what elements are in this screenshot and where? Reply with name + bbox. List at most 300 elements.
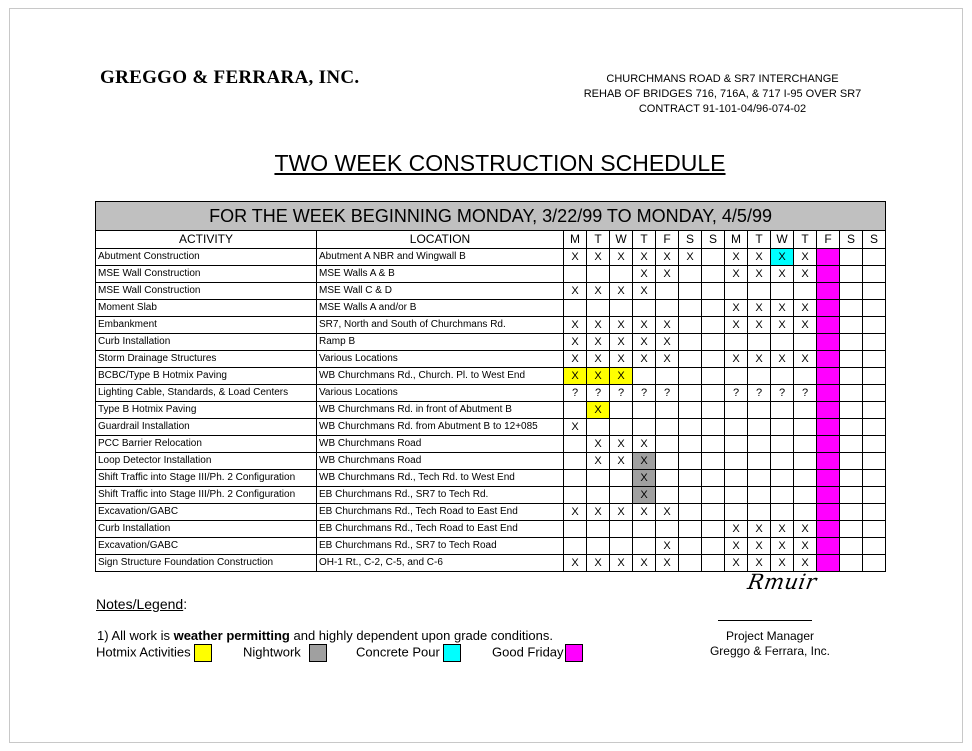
day-cell (679, 538, 702, 555)
day-cell (587, 266, 610, 283)
day-header: W (771, 231, 794, 249)
day-cell (702, 385, 725, 402)
day-cell: X (633, 266, 656, 283)
day-cell (564, 402, 587, 419)
legend-pour (356, 644, 461, 662)
location-cell: WB Churchmans Road (317, 453, 564, 470)
day-cell (794, 487, 817, 504)
day-cell (748, 436, 771, 453)
project-line: CHURCHMANS ROAD & SR7 INTERCHANGE (606, 73, 839, 85)
day-cell: X (656, 555, 679, 572)
day-cell: X (633, 317, 656, 334)
schedule-row (96, 538, 886, 555)
day-cell (679, 368, 702, 385)
location-cell: EB Churchmans Rd., SR7 to Tech Road (317, 538, 564, 555)
day-cell: X (794, 266, 817, 283)
location-cell: EB Churchmans Rd., SR7 to Tech Rd. (317, 487, 564, 504)
day-cell: X (748, 249, 771, 266)
day-cell: X (794, 538, 817, 555)
day-cell: X (771, 317, 794, 334)
day-cell: X (771, 538, 794, 555)
day-cell (679, 283, 702, 300)
activity-cell: Embankment (96, 317, 317, 334)
day-cell (587, 419, 610, 436)
day-cell: X (748, 351, 771, 368)
activity-cell: MSE Wall Construction (96, 266, 317, 283)
day-cell: ? (794, 385, 817, 402)
day-cell (656, 283, 679, 300)
day-cell (610, 266, 633, 283)
day-cell (771, 453, 794, 470)
day-cell (679, 402, 702, 419)
schedule-row (96, 317, 886, 334)
day-cell (725, 453, 748, 470)
day-cell (564, 300, 587, 317)
schedule-row (96, 249, 886, 266)
signature: Rmuir (745, 570, 819, 594)
day-cell (771, 436, 794, 453)
day-cell (817, 470, 840, 487)
location-cell: Various Locations (317, 351, 564, 368)
day-cell (702, 317, 725, 334)
activity-cell: Loop Detector Installation (96, 453, 317, 470)
day-header: T (794, 231, 817, 249)
day-cell: X (564, 351, 587, 368)
day-cell (817, 266, 840, 283)
location-cell: WB Churchmans Road (317, 436, 564, 453)
day-cell (633, 521, 656, 538)
day-cell (748, 368, 771, 385)
day-cell (771, 283, 794, 300)
day-cell (702, 538, 725, 555)
day-cell (863, 317, 886, 334)
location-cell: OH-1 Rt., C-2, C-5, and C-6 (317, 555, 564, 572)
day-cell (840, 470, 863, 487)
day-cell (817, 317, 840, 334)
day-cell (656, 470, 679, 487)
day-cell (702, 249, 725, 266)
day-cell: X (656, 538, 679, 555)
legend-friday (492, 644, 583, 662)
schedule-row (96, 283, 886, 300)
day-cell (679, 334, 702, 351)
day-cell (771, 419, 794, 436)
day-cell (679, 470, 702, 487)
day-cell: X (771, 266, 794, 283)
day-cell (748, 402, 771, 419)
day-cell (748, 470, 771, 487)
day-header: T (748, 231, 771, 249)
activity-cell: Lighting Cable, Standards, & Load Centers (96, 385, 317, 402)
day-cell (863, 266, 886, 283)
schedule-row (96, 385, 886, 402)
day-cell (748, 504, 771, 521)
day-cell (679, 453, 702, 470)
week-banner: FOR THE WEEK BEGINNING MONDAY, 3/22/99 TO MONDAY, 4/5/99 (96, 202, 886, 231)
day-cell: X (564, 555, 587, 572)
day-cell (725, 283, 748, 300)
day-cell (771, 402, 794, 419)
location-cell: WB Churchmans Rd. in front of Abutment B (317, 402, 564, 419)
day-cell (863, 419, 886, 436)
day-cell: ? (564, 385, 587, 402)
day-cell: ? (587, 385, 610, 402)
day-cell: X (725, 521, 748, 538)
day-header: W (610, 231, 633, 249)
signoff-block (690, 629, 850, 659)
activity-cell: Moment Slab (96, 300, 317, 317)
day-cell (725, 436, 748, 453)
day-cell (656, 300, 679, 317)
day-cell: X (587, 334, 610, 351)
day-cell (633, 402, 656, 419)
day-cell: X (771, 300, 794, 317)
day-cell: X (771, 521, 794, 538)
day-cell (610, 521, 633, 538)
day-cell (702, 419, 725, 436)
location-cell: SR7, North and South of Churchmans Rd. (317, 317, 564, 334)
day-cell (748, 283, 771, 300)
day-cell (817, 351, 840, 368)
day-header: M (564, 231, 587, 249)
day-cell (771, 368, 794, 385)
document-title: TWO WEEK CONSTRUCTION SCHEDULE (274, 150, 726, 176)
project-info (560, 72, 885, 117)
day-cell: X (725, 317, 748, 334)
day-cell: X (564, 334, 587, 351)
day-cell (863, 385, 886, 402)
day-cell: X (587, 402, 610, 419)
day-cell: X (633, 436, 656, 453)
day-header: S (840, 231, 863, 249)
day-cell (679, 317, 702, 334)
day-cell (725, 334, 748, 351)
day-cell (863, 521, 886, 538)
project-line: CONTRACT 91-101-04/96-074-02 (638, 103, 807, 115)
day-cell (840, 351, 863, 368)
day-cell (863, 351, 886, 368)
day-cell (679, 504, 702, 521)
day-cell (679, 555, 702, 572)
day-cell (794, 283, 817, 300)
day-cell: X (633, 351, 656, 368)
signoff-company: Greggo & Ferrara, Inc. (709, 644, 831, 658)
location-cell: WB Churchmans Rd., Church. Pl. to West End (317, 368, 564, 385)
schedule-row (96, 470, 886, 487)
company-name: GREGGO & FERRARA, INC. (100, 67, 360, 88)
day-cell (817, 521, 840, 538)
day-cell (564, 538, 587, 555)
day-cell (863, 436, 886, 453)
day-cell (817, 504, 840, 521)
day-cell: X (564, 283, 587, 300)
location-cell: Ramp B (317, 334, 564, 351)
day-cell (656, 521, 679, 538)
day-cell (564, 436, 587, 453)
day-cell (702, 334, 725, 351)
day-cell (840, 385, 863, 402)
activity-cell: Curb Installation (96, 334, 317, 351)
day-cell (840, 521, 863, 538)
day-header: T (587, 231, 610, 249)
day-cell (679, 266, 702, 283)
day-cell: X (564, 368, 587, 385)
day-cell (587, 521, 610, 538)
day-cell (840, 402, 863, 419)
day-cell (817, 249, 840, 266)
day-cell (587, 487, 610, 504)
day-cell: X (633, 453, 656, 470)
day-cell (840, 555, 863, 572)
legend-night (243, 644, 327, 662)
day-cell: X (725, 266, 748, 283)
day-cell: X (610, 368, 633, 385)
day-cell (610, 419, 633, 436)
day-cell (840, 317, 863, 334)
day-cell: X (587, 317, 610, 334)
day-cell (863, 300, 886, 317)
day-cell (564, 266, 587, 283)
location-cell: Abutment A NBR and Wingwall B (317, 249, 564, 266)
day-cell (863, 249, 886, 266)
day-header: S (863, 231, 886, 249)
day-cell (794, 436, 817, 453)
legend-night-label: Nightwork (243, 644, 301, 660)
day-cell: X (656, 334, 679, 351)
day-cell (656, 436, 679, 453)
day-cell: X (794, 351, 817, 368)
activity-cell: MSE Wall Construction (96, 283, 317, 300)
day-cell (863, 555, 886, 572)
day-cell (817, 538, 840, 555)
schedule-table (95, 201, 886, 572)
day-cell (840, 453, 863, 470)
day-cell: X (748, 266, 771, 283)
day-cell (840, 334, 863, 351)
day-cell (817, 334, 840, 351)
day-cell: X (725, 249, 748, 266)
day-cell (840, 504, 863, 521)
day-cell (817, 300, 840, 317)
day-cell (702, 470, 725, 487)
day-cell (840, 300, 863, 317)
activity-cell: Excavation/GABC (96, 538, 317, 555)
day-cell (840, 249, 863, 266)
day-cell (656, 368, 679, 385)
day-cell: X (633, 470, 656, 487)
day-cell: X (610, 555, 633, 572)
week-banner-row (96, 202, 886, 231)
schedule-row (96, 351, 886, 368)
day-cell: X (610, 453, 633, 470)
day-cell (840, 283, 863, 300)
day-cell (863, 538, 886, 555)
legend-friday-label: Good Friday (492, 644, 564, 660)
day-header: F (817, 231, 840, 249)
day-cell: X (610, 504, 633, 521)
day-cell: X (633, 283, 656, 300)
day-cell (679, 351, 702, 368)
day-cell (702, 555, 725, 572)
day-cell: X (656, 249, 679, 266)
day-cell: ? (633, 385, 656, 402)
day-cell: X (656, 266, 679, 283)
notes-heading: Notes/Legend: (96, 596, 188, 612)
day-cell (725, 402, 748, 419)
activity-cell: Shift Traffic into Stage III/Ph. 2 Configuration (96, 487, 317, 504)
day-cell (840, 538, 863, 555)
activity-cell: Sign Structure Foundation Construction (96, 555, 317, 572)
location-cell: WB Churchmans Rd., Tech Rd. to West End (317, 470, 564, 487)
day-cell (702, 368, 725, 385)
day-cell (771, 334, 794, 351)
day-cell (817, 368, 840, 385)
day-cell (817, 283, 840, 300)
day-cell: X (771, 249, 794, 266)
day-cell (610, 300, 633, 317)
day-cell: X (748, 538, 771, 555)
day-cell (587, 300, 610, 317)
day-cell (863, 487, 886, 504)
day-cell: X (564, 419, 587, 436)
day-cell: X (656, 504, 679, 521)
day-cell (679, 521, 702, 538)
day-cell (702, 521, 725, 538)
day-cell (817, 402, 840, 419)
schedule-row (96, 487, 886, 504)
day-header: F (656, 231, 679, 249)
day-cell: X (679, 249, 702, 266)
day-cell: X (633, 504, 656, 521)
day-cell (748, 453, 771, 470)
legend-hotmix-label: Hotmix Activities (96, 644, 191, 660)
schedule-row (96, 402, 886, 419)
day-cell (771, 470, 794, 487)
day-cell (817, 487, 840, 504)
day-cell: ? (771, 385, 794, 402)
day-cell: X (610, 334, 633, 351)
day-cell: X (587, 368, 610, 385)
day-cell (656, 453, 679, 470)
day-cell: X (771, 351, 794, 368)
day-cell: X (725, 300, 748, 317)
note-1-prefix: 1) All work is (97, 628, 174, 643)
day-cell (656, 419, 679, 436)
schedule-row (96, 453, 886, 470)
day-cell (679, 385, 702, 402)
day-cell: X (587, 249, 610, 266)
activity-cell: Excavation/GABC (96, 504, 317, 521)
activity-cell: BCBC/Type B Hotmix Paving (96, 368, 317, 385)
day-cell (725, 470, 748, 487)
location-header: LOCATION (317, 231, 564, 249)
day-cell (794, 368, 817, 385)
day-cell: X (564, 504, 587, 521)
day-cell: X (633, 555, 656, 572)
day-cell (702, 504, 725, 521)
day-cell (656, 402, 679, 419)
day-cell (587, 470, 610, 487)
project-line: REHAB OF BRIDGES 716, 716A, & 717 I-95 OVER SR7 (583, 88, 862, 100)
day-cell: X (610, 317, 633, 334)
activity-cell: Abutment Construction (96, 249, 317, 266)
day-header: M (725, 231, 748, 249)
day-cell: X (748, 555, 771, 572)
location-cell: MSE Wall C & D (317, 283, 564, 300)
notes-heading-text: Notes/Legend (96, 596, 184, 612)
day-cell: X (587, 351, 610, 368)
day-cell (748, 334, 771, 351)
legend-pour-label: Concrete Pour (356, 644, 440, 660)
activity-cell: Storm Drainage Structures (96, 351, 317, 368)
day-cell (840, 419, 863, 436)
day-cell (564, 453, 587, 470)
day-cell: X (725, 538, 748, 555)
day-cell (702, 351, 725, 368)
day-cell (863, 334, 886, 351)
note-1 (97, 628, 553, 643)
day-cell (840, 368, 863, 385)
day-cell (702, 402, 725, 419)
day-cell (748, 419, 771, 436)
day-cell (840, 487, 863, 504)
day-cell (794, 504, 817, 521)
day-cell: X (794, 300, 817, 317)
day-cell (863, 368, 886, 385)
day-cell: X (587, 555, 610, 572)
day-cell (702, 300, 725, 317)
day-cell (633, 368, 656, 385)
note-1-bold: weather permitting (173, 628, 290, 643)
schedule-row (96, 266, 886, 283)
day-cell (863, 402, 886, 419)
day-cell (610, 487, 633, 504)
day-header: T (633, 231, 656, 249)
day-cell: X (725, 555, 748, 572)
legend-pour-swatch (443, 644, 461, 662)
day-cell (702, 266, 725, 283)
day-cell (633, 300, 656, 317)
day-cell (817, 385, 840, 402)
day-cell: X (587, 453, 610, 470)
schedule-row (96, 504, 886, 521)
day-cell (587, 538, 610, 555)
activity-cell: Shift Traffic into Stage III/Ph. 2 Configuration (96, 470, 317, 487)
day-cell (794, 453, 817, 470)
day-cell (725, 504, 748, 521)
day-cell: ? (610, 385, 633, 402)
day-cell (817, 419, 840, 436)
location-cell: WB Churchmans Rd. from Abutment B to 12+085 (317, 419, 564, 436)
day-cell (702, 436, 725, 453)
day-cell: X (794, 555, 817, 572)
location-cell: EB Churchmans Rd., Tech Road to East End (317, 504, 564, 521)
day-cell (610, 470, 633, 487)
day-cell: X (725, 351, 748, 368)
day-header: S (702, 231, 725, 249)
activity-header: ACTIVITY (96, 231, 317, 249)
note-1-suffix: and highly dependent upon grade conditions. (289, 628, 553, 643)
day-cell (564, 470, 587, 487)
activity-cell: Type B Hotmix Paving (96, 402, 317, 419)
schedule-row (96, 521, 886, 538)
day-cell: ? (656, 385, 679, 402)
day-cell: X (564, 317, 587, 334)
day-cell: X (794, 521, 817, 538)
day-cell (771, 504, 794, 521)
day-cell (863, 453, 886, 470)
day-cell (771, 487, 794, 504)
